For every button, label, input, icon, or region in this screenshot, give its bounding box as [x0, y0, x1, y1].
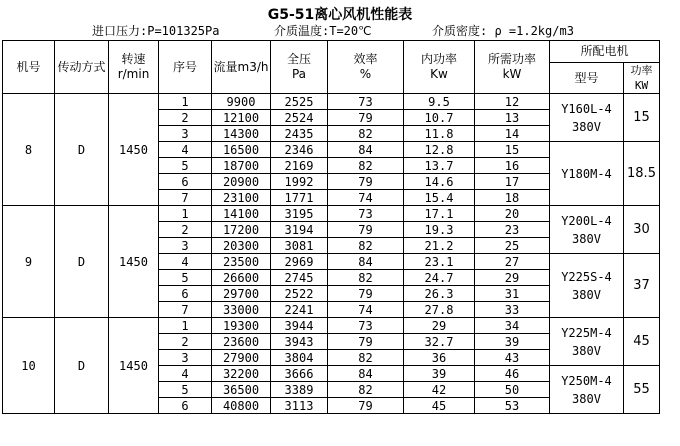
machine-no-cell: 9	[3, 206, 55, 318]
efficiency-cell: 82	[328, 126, 404, 142]
internal-power-cell: 17.1	[404, 206, 475, 222]
pressure-cell: 2346	[271, 142, 328, 158]
flow-cell: 36500	[212, 382, 271, 398]
efficiency-cell: 82	[328, 270, 404, 286]
internal-power-cell: 9.5	[404, 94, 475, 110]
header-motor-power-unit: KW	[634, 79, 649, 92]
seq-cell: 2	[159, 110, 212, 126]
efficiency-cell: 79	[328, 174, 404, 190]
motor-power-cell: 30	[624, 206, 660, 254]
efficiency-cell: 82	[328, 382, 404, 398]
seq-cell: 5	[159, 158, 212, 174]
header-pressure-unit: Pa	[291, 67, 307, 81]
efficiency-cell: 79	[328, 286, 404, 302]
flow-cell: 16500	[212, 142, 271, 158]
seq-cell: 1	[159, 94, 212, 110]
flow-cell: 26600	[212, 270, 271, 286]
required-power-cell: 43	[475, 350, 550, 366]
internal-power-cell: 14.6	[404, 174, 475, 190]
flow-cell: 29700	[212, 286, 271, 302]
pressure-cell: 1771	[271, 190, 328, 206]
pressure-cell: 3194	[271, 222, 328, 238]
speed-cell: 1450	[109, 318, 159, 414]
header-machine-no: 机号	[3, 41, 55, 94]
motor-power-cell: 55	[624, 366, 660, 414]
pressure-cell: 2435	[271, 126, 328, 142]
motor-model-cell	[550, 254, 624, 318]
motor-voltage: 380V	[572, 231, 601, 246]
header-internal-power-unit: Kw	[430, 67, 448, 81]
efficiency-cell: 79	[328, 110, 404, 126]
seq-cell: 5	[159, 382, 212, 398]
motor-voltage: 380V	[572, 391, 601, 406]
seq-cell: 7	[159, 190, 212, 206]
required-power-cell: 13	[475, 110, 550, 126]
table-title: G5-51离心风机性能表	[267, 7, 413, 23]
efficiency-cell: 84	[328, 142, 404, 158]
pressure-cell: 3195	[271, 206, 328, 222]
seq-cell: 6	[159, 174, 212, 190]
medium-temperature-note: 介质温度:T=20℃	[274, 24, 372, 38]
motor-model-cell	[550, 318, 624, 366]
motor-power-cell: 18.5	[624, 142, 660, 206]
pressure-cell: 3944	[271, 318, 328, 334]
internal-power-cell: 36	[404, 350, 475, 366]
header-speed-label: 转速	[121, 52, 146, 66]
internal-power-cell: 32.7	[404, 334, 475, 350]
flow-cell: 20900	[212, 174, 271, 190]
required-power-cell: 16	[475, 158, 550, 174]
efficiency-cell: 74	[328, 190, 404, 206]
motor-model: Y225M-4	[561, 325, 612, 340]
flow-cell: 17200	[212, 222, 271, 238]
internal-power-cell: 39	[404, 366, 475, 382]
seq-cell: 3	[159, 350, 212, 366]
flow-cell: 12100	[212, 110, 271, 126]
efficiency-cell: 74	[328, 302, 404, 318]
required-power-cell: 15	[475, 142, 550, 158]
pressure-cell: 2525	[271, 94, 328, 110]
machine-no-cell: 8	[3, 94, 55, 206]
seq-cell: 5	[159, 270, 212, 286]
pressure-cell: 3113	[271, 398, 328, 414]
required-power-cell: 27	[475, 254, 550, 270]
required-power-cell: 31	[475, 286, 550, 302]
flow-cell: 23600	[212, 334, 271, 350]
header-required-power-unit: kW	[502, 67, 522, 81]
flow-cell: 20300	[212, 238, 271, 254]
speed-cell: 1450	[109, 206, 159, 318]
seq-cell: 4	[159, 142, 212, 158]
required-power-cell: 23	[475, 222, 550, 238]
seq-cell: 6	[159, 398, 212, 414]
flow-cell: 19300	[212, 318, 271, 334]
pressure-cell: 2524	[271, 110, 328, 126]
motor-voltage: 380V	[572, 343, 601, 358]
pressure-cell: 3666	[271, 366, 328, 382]
motor-model: Y225S-4	[561, 269, 612, 284]
header-internal-power	[404, 41, 475, 94]
seq-cell: 1	[159, 318, 212, 334]
internal-power-cell: 11.8	[404, 126, 475, 142]
required-power-cell: 39	[475, 334, 550, 350]
internal-power-cell: 26.3	[404, 286, 475, 302]
table-row	[3, 318, 660, 334]
efficiency-cell: 73	[328, 94, 404, 110]
seq-cell: 2	[159, 222, 212, 238]
header-required-power-label: 所需功率	[487, 52, 536, 66]
header-drive: 传动方式	[55, 41, 109, 94]
drive-cell: D	[55, 318, 109, 414]
header-flow: 流量m3/h	[212, 41, 271, 94]
flow-cell: 23500	[212, 254, 271, 270]
internal-power-cell: 29	[404, 318, 475, 334]
table-row	[3, 206, 660, 222]
efficiency-cell: 84	[328, 366, 404, 382]
internal-power-cell: 15.4	[404, 190, 475, 206]
required-power-cell: 29	[475, 270, 550, 286]
motor-model: Y250M-4	[561, 373, 612, 388]
pressure-cell: 2522	[271, 286, 328, 302]
motor-model-cell	[550, 206, 624, 254]
motor-model: Y160L-4	[561, 101, 612, 116]
internal-power-cell: 45	[404, 398, 475, 414]
flow-cell: 14100	[212, 206, 271, 222]
header-speed-unit: r/min	[117, 67, 150, 81]
flow-cell: 32200	[212, 366, 271, 382]
header-seq: 序号	[159, 41, 212, 94]
motor-model: Y200L-4	[561, 213, 612, 228]
pressure-cell: 2745	[271, 270, 328, 286]
pressure-cell: 2169	[271, 158, 328, 174]
flow-cell: 23100	[212, 190, 271, 206]
motor-model-cell	[550, 366, 624, 414]
seq-cell: 6	[159, 286, 212, 302]
internal-power-cell: 21.2	[404, 238, 475, 254]
internal-power-cell: 19.3	[404, 222, 475, 238]
efficiency-cell: 79	[328, 334, 404, 350]
header-efficiency-unit: %	[359, 67, 372, 81]
internal-power-cell: 12.8	[404, 142, 475, 158]
header-efficiency-label: 效率	[353, 52, 378, 66]
header-motor-power	[624, 63, 660, 94]
header-required-power	[475, 41, 550, 94]
required-power-cell: 34	[475, 318, 550, 334]
drive-cell: D	[55, 206, 109, 318]
seq-cell: 4	[159, 254, 212, 270]
seq-cell: 4	[159, 366, 212, 382]
header-pressure-label: 全压	[286, 52, 311, 66]
required-power-cell: 53	[475, 398, 550, 414]
flow-cell: 33000	[212, 302, 271, 318]
drive-cell: D	[55, 94, 109, 206]
fan-performance-table	[2, 40, 660, 414]
pressure-cell: 3081	[271, 238, 328, 254]
internal-power-cell: 27.8	[404, 302, 475, 318]
flow-cell: 40800	[212, 398, 271, 414]
motor-power-cell: 37	[624, 254, 660, 318]
required-power-cell: 17	[475, 174, 550, 190]
pressure-cell: 2969	[271, 254, 328, 270]
table-row	[3, 94, 660, 110]
header-efficiency	[328, 41, 404, 94]
flow-cell: 27900	[212, 350, 271, 366]
motor-voltage: 380V	[572, 287, 601, 302]
efficiency-cell: 84	[328, 254, 404, 270]
efficiency-cell: 79	[328, 222, 404, 238]
flow-cell: 14300	[212, 126, 271, 142]
efficiency-cell: 79	[328, 398, 404, 414]
table-body	[3, 94, 660, 414]
speed-cell: 1450	[109, 94, 159, 206]
efficiency-cell: 82	[328, 238, 404, 254]
required-power-cell: 33	[475, 302, 550, 318]
motor-power-cell: 15	[624, 94, 660, 142]
seq-cell: 3	[159, 238, 212, 254]
header-speed	[109, 41, 159, 94]
pressure-cell: 3389	[271, 382, 328, 398]
efficiency-cell: 82	[328, 158, 404, 174]
efficiency-cell: 73	[328, 206, 404, 222]
header-motor-power-label: 功率	[630, 64, 653, 77]
motor-model: Y180M-4	[561, 166, 612, 181]
internal-power-cell: 24.7	[404, 270, 475, 286]
seq-cell: 3	[159, 126, 212, 142]
machine-no-cell: 10	[3, 318, 55, 414]
header-motor-group: 所配电机	[550, 41, 660, 63]
pressure-cell: 2241	[271, 302, 328, 318]
required-power-cell: 25	[475, 238, 550, 254]
efficiency-cell: 82	[328, 350, 404, 366]
required-power-cell: 14	[475, 126, 550, 142]
internal-power-cell: 23.1	[404, 254, 475, 270]
internal-power-cell: 42	[404, 382, 475, 398]
pressure-cell: 3804	[271, 350, 328, 366]
motor-power-cell: 45	[624, 318, 660, 366]
seq-cell: 2	[159, 334, 212, 350]
required-power-cell: 20	[475, 206, 550, 222]
inlet-pressure-note: 进口压力:P=101325Pa	[92, 24, 220, 38]
header-pressure	[271, 41, 328, 94]
motor-model-cell	[550, 94, 624, 142]
flow-cell: 9900	[212, 94, 271, 110]
motor-model-cell	[550, 142, 624, 206]
efficiency-cell: 73	[328, 318, 404, 334]
header-internal-power-label: 内功率	[420, 52, 457, 66]
flow-cell: 18700	[212, 158, 271, 174]
internal-power-cell: 10.7	[404, 110, 475, 126]
medium-density-note: 介质密度: ρ =1.2kg/m3	[432, 24, 574, 38]
seq-cell: 7	[159, 302, 212, 318]
motor-voltage: 380V	[572, 119, 601, 134]
required-power-cell: 12	[475, 94, 550, 110]
internal-power-cell: 13.7	[404, 158, 475, 174]
required-power-cell: 46	[475, 366, 550, 382]
seq-cell: 1	[159, 206, 212, 222]
required-power-cell: 50	[475, 382, 550, 398]
pressure-cell: 1992	[271, 174, 328, 190]
pressure-cell: 3943	[271, 334, 328, 350]
header-motor-model: 型号	[550, 63, 624, 94]
required-power-cell: 18	[475, 190, 550, 206]
